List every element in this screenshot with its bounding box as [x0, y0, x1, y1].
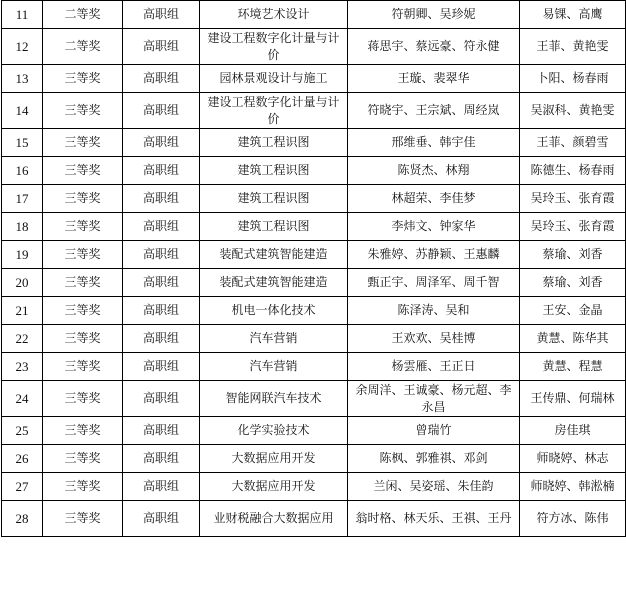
table-row: [2, 269, 626, 297]
cell-number: 23: [2, 353, 43, 381]
table-row: [2, 473, 626, 501]
cell-award: 三等奖: [43, 65, 123, 93]
cell-students: 邢维垂、韩宇佳: [348, 129, 520, 157]
cell-event: 建筑工程识图: [200, 185, 348, 213]
cell-advisors: 吴玲玉、张育霞: [520, 185, 626, 213]
cell-group: 高职组: [123, 65, 200, 93]
cell-event: 化学实验技术: [200, 417, 348, 445]
cell-group: 高职组: [123, 241, 200, 269]
cell-number: 13: [2, 65, 43, 93]
cell-event: 装配式建筑智能建造: [200, 241, 348, 269]
cell-event: 大数据应用开发: [200, 473, 348, 501]
cell-number: 24: [2, 381, 43, 417]
cell-students: 李炜文、钟家华: [348, 213, 520, 241]
cell-award: 三等奖: [43, 381, 123, 417]
cell-advisors: 房佳琪: [520, 417, 626, 445]
cell-event: 汽车营销: [200, 325, 348, 353]
cell-students: 王璇、裴翠华: [348, 65, 520, 93]
cell-advisors: 陈德生、杨春雨: [520, 157, 626, 185]
cell-students: 朱雅婷、苏静颖、王惠麟: [348, 241, 520, 269]
cell-award: 三等奖: [43, 213, 123, 241]
cell-advisors: 王安、金晶: [520, 297, 626, 325]
cell-group: 高职组: [123, 129, 200, 157]
cell-number: 19: [2, 241, 43, 269]
table-row: [2, 325, 626, 353]
cell-group: 高职组: [123, 473, 200, 501]
cell-advisors: 吴淑科、黄艳雯: [520, 93, 626, 129]
table-row: [2, 501, 626, 537]
cell-number: 22: [2, 325, 43, 353]
cell-group: 高职组: [123, 213, 200, 241]
cell-event: 环境艺术设计: [200, 1, 348, 29]
cell-advisors: 蔡瑜、刘香: [520, 241, 626, 269]
cell-advisors: 黄慧、程慧: [520, 353, 626, 381]
cell-advisors: 王菲、颜碧雪: [520, 129, 626, 157]
cell-event: 汽车营销: [200, 353, 348, 381]
cell-award: 二等奖: [43, 29, 123, 65]
table-row: [2, 445, 626, 473]
cell-event: 建筑工程识图: [200, 157, 348, 185]
cell-number: 14: [2, 93, 43, 129]
cell-group: 高职组: [123, 325, 200, 353]
cell-advisors: 易锞、高鹰: [520, 1, 626, 29]
cell-advisors: 黄慧、陈华其: [520, 325, 626, 353]
cell-advisors: 蔡瑜、刘香: [520, 269, 626, 297]
cell-students: 陈泽涛、吴和: [348, 297, 520, 325]
cell-number: 17: [2, 185, 43, 213]
cell-group: 高职组: [123, 93, 200, 129]
cell-group: 高职组: [123, 353, 200, 381]
cell-advisors: 吴玲玉、张育霞: [520, 213, 626, 241]
cell-students: 陈枫、郭雅祺、邓剑: [348, 445, 520, 473]
cell-number: 11: [2, 1, 43, 29]
cell-award: 三等奖: [43, 445, 123, 473]
cell-advisors: 王传鼎、何瑞林: [520, 381, 626, 417]
cell-event: 建筑工程识图: [200, 129, 348, 157]
table-row: [2, 381, 626, 417]
cell-event: 装配式建筑智能建造: [200, 269, 348, 297]
cell-students: 王欢欢、吴桂博: [348, 325, 520, 353]
cell-award: 三等奖: [43, 417, 123, 445]
cell-event: 建筑工程识图: [200, 213, 348, 241]
cell-students: 蒋思宇、蔡远豪、符永健: [348, 29, 520, 65]
cell-group: 高职组: [123, 29, 200, 65]
cell-students: 余周洋、王诚豪、杨元超、李永昌: [348, 381, 520, 417]
cell-students: 翁时格、林天乐、王祺、王丹: [348, 501, 520, 537]
cell-students: 杨雲雁、王正日: [348, 353, 520, 381]
cell-award: 二等奖: [43, 1, 123, 29]
cell-award: 三等奖: [43, 93, 123, 129]
cell-number: 27: [2, 473, 43, 501]
table-row: [2, 185, 626, 213]
cell-number: 20: [2, 269, 43, 297]
cell-event: 园林景观设计与施工: [200, 65, 348, 93]
cell-group: 高职组: [123, 417, 200, 445]
cell-students: 兰闲、吴姿瑶、朱佳韵: [348, 473, 520, 501]
cell-number: 18: [2, 213, 43, 241]
table-row: [2, 417, 626, 445]
cell-award: 三等奖: [43, 185, 123, 213]
cell-advisors: 师晓婷、韩淞楠: [520, 473, 626, 501]
cell-advisors: 师晓婷、林志: [520, 445, 626, 473]
cell-number: 28: [2, 501, 43, 537]
table-row: [2, 297, 626, 325]
cell-number: 16: [2, 157, 43, 185]
cell-event: 业财税融合大数据应用: [200, 501, 348, 537]
cell-event: 机电一体化技术: [200, 297, 348, 325]
cell-group: 高职组: [123, 297, 200, 325]
cell-advisors: 符方冰、陈伟: [520, 501, 626, 537]
cell-award: 三等奖: [43, 297, 123, 325]
cell-award: 三等奖: [43, 129, 123, 157]
cell-award: 三等奖: [43, 353, 123, 381]
table-row: [2, 241, 626, 269]
cell-group: 高职组: [123, 269, 200, 297]
cell-event: 建设工程数字化计量与计价: [200, 93, 348, 129]
cell-number: 25: [2, 417, 43, 445]
cell-event: 建设工程数字化计量与计价: [200, 29, 348, 65]
table-row: [2, 353, 626, 381]
cell-students: 林超荣、李佳梦: [348, 185, 520, 213]
cell-group: 高职组: [123, 381, 200, 417]
table-row: [2, 65, 626, 93]
cell-group: 高职组: [123, 445, 200, 473]
cell-event: 大数据应用开发: [200, 445, 348, 473]
cell-award: 三等奖: [43, 325, 123, 353]
cell-award: 三等奖: [43, 473, 123, 501]
cell-number: 26: [2, 445, 43, 473]
cell-group: 高职组: [123, 501, 200, 537]
cell-advisors: 卜阳、杨春雨: [520, 65, 626, 93]
table-row: [2, 29, 626, 65]
cell-students: 甄正宇、周泽军、周千智: [348, 269, 520, 297]
cell-number: 21: [2, 297, 43, 325]
cell-event: 智能网联汽车技术: [200, 381, 348, 417]
cell-students: 曾瑞竹: [348, 417, 520, 445]
cell-award: 三等奖: [43, 501, 123, 537]
cell-students: 陈贤杰、林翔: [348, 157, 520, 185]
awards-table-body: [2, 1, 626, 537]
table-row: [2, 129, 626, 157]
cell-students: 符朝卿、吴珍妮: [348, 1, 520, 29]
awards-table: [1, 0, 626, 537]
cell-advisors: 王菲、黄艳雯: [520, 29, 626, 65]
cell-group: 高职组: [123, 185, 200, 213]
table-row: [2, 93, 626, 129]
cell-award: 三等奖: [43, 157, 123, 185]
cell-number: 15: [2, 129, 43, 157]
table-row: [2, 213, 626, 241]
table-row: [2, 157, 626, 185]
cell-award: 三等奖: [43, 269, 123, 297]
cell-students: 符晓宇、王宗斌、周经岚: [348, 93, 520, 129]
cell-group: 高职组: [123, 157, 200, 185]
cell-group: 高职组: [123, 1, 200, 29]
cell-number: 12: [2, 29, 43, 65]
table-row: [2, 1, 626, 29]
cell-award: 三等奖: [43, 241, 123, 269]
